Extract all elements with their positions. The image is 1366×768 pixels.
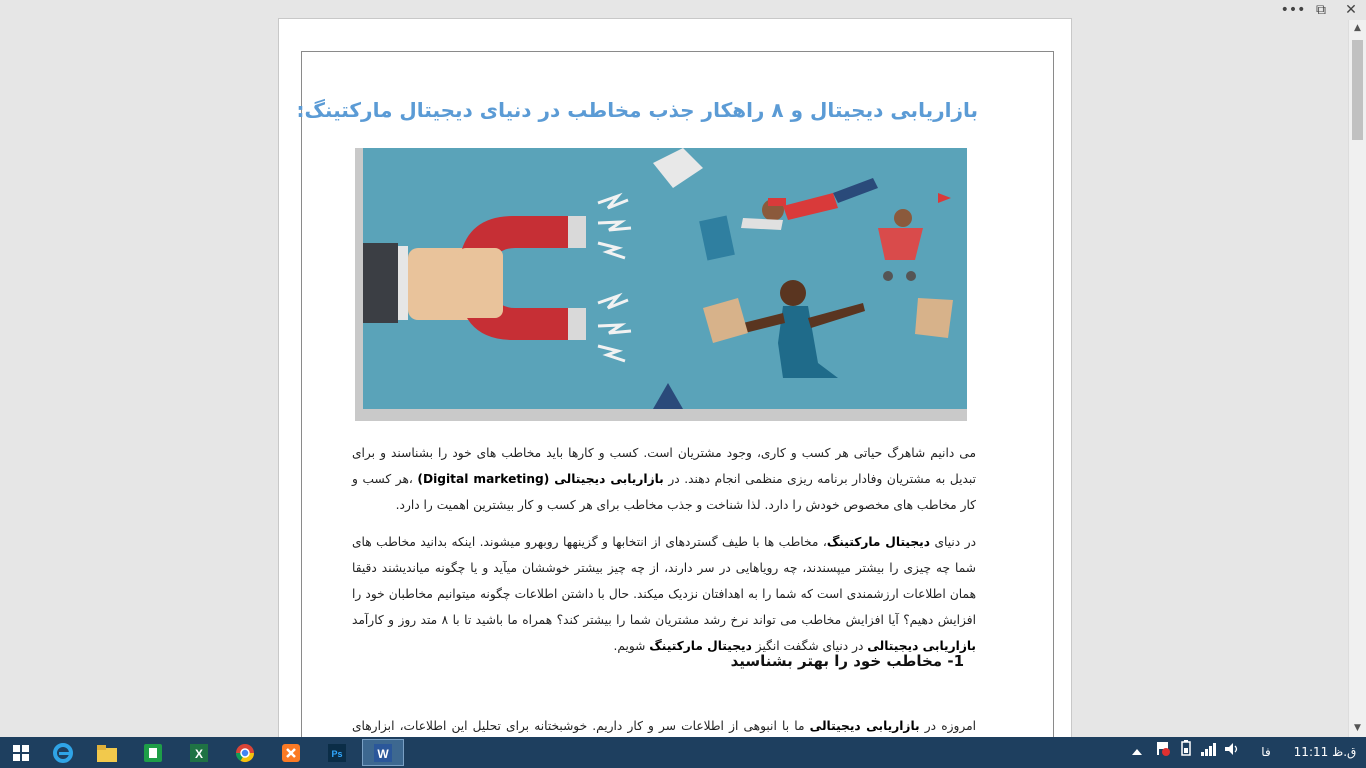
vertical-scrollbar[interactable] — [1348, 20, 1366, 737]
svg-text:W: W — [377, 746, 389, 761]
heading-text: مخاطب خود را بهتر بشناسید — [730, 652, 943, 670]
magnet-customers-image — [363, 148, 967, 409]
clock[interactable] — [1288, 737, 1362, 768]
chrome-icon — [235, 743, 255, 763]
battery-icon — [1179, 740, 1193, 756]
windows-logo-icon — [13, 745, 29, 761]
bold-term: دیجیتال مارکتینگ — [826, 535, 931, 549]
taskbar-ie[interactable] — [42, 739, 84, 766]
scroll-down-button[interactable]: ▼ — [1354, 723, 1361, 733]
network-button[interactable] — [1198, 737, 1220, 768]
action-center-button[interactable] — [1150, 737, 1174, 768]
bold-term: بازاریابی دیجیتالی (Digital marketing) — [417, 472, 664, 486]
taskbar-word[interactable] — [362, 739, 404, 766]
xampp-icon — [281, 743, 301, 763]
close-window-button[interactable]: ✕ — [1345, 2, 1357, 18]
bold-term: بازاریابی دیجیتالی — [867, 639, 976, 653]
svg-text:X: X — [194, 746, 204, 761]
taskbar-green-app[interactable] — [132, 739, 174, 766]
section-heading-1 — [600, 652, 964, 670]
word-icon — [373, 743, 393, 763]
paragraph-digital-marketing — [352, 529, 976, 659]
text-run: ،هر کسب و کار مخاطب های مخصوص خودش را دارد. لذا شناخت و جذب مخاطب برای هر کسب و کار بیشترین اهمیت را دارد. — [352, 472, 976, 512]
restore-window-button[interactable]: ⧉ — [1316, 2, 1326, 18]
scroll-thumb[interactable] — [1352, 40, 1363, 140]
svg-text:Ps: Ps — [331, 748, 343, 759]
folder-icon — [96, 743, 118, 763]
document-title: بازاریابی دیجیتال و ۸ راهکار جذب مخاطب در دنیای دیجیتال مارکتینگ: — [296, 98, 978, 122]
text-run: ، مخاطب ها با طیف گستردهای از انتخابها و گزینهها روبهرو میشوند. اینکه بدانید مخاطب های شما چه چیزی را بیشتر میپسندند، چه رویاهایی در سر دارند، از چه چیز بیشتر خوششان میآید و یا چگونه میاندیشند دقیقا همان اطلاعات ارزشمندی است که شما را به اهدافتان نزدیک میکند. حال با داشتن اطلاعات چگونه میتوانیم مخاطبان خود را افزایش دهیم؟ آیا افزایش مخاطب می تواند نرخ رشد مشتریان شما را بیشتر کند؟ همراه ما باشید تا با ۸ متد روز و کارآمد — [352, 535, 976, 627]
internet-explorer-icon — [52, 742, 74, 764]
volume-button[interactable] — [1222, 737, 1244, 768]
window-top-bar — [0, 0, 1366, 20]
excel-icon — [189, 743, 209, 763]
bold-term: بازاریابی دیجیتالی — [809, 719, 920, 733]
taskbar-photoshop[interactable] — [316, 739, 358, 766]
show-hidden-icons-button[interactable] — [1128, 737, 1146, 768]
start-button[interactable] — [0, 739, 42, 766]
taskbar-xampp[interactable] — [270, 739, 312, 766]
text-run: می دانیم شاهرگ حیاتی هر کسب و کاری، وجود مشتریان است. کسب و کارها باید مخاطب های خود را بشناسند و برای تبدیل به مشتریان وفادار برنامه ریزی منظمی انجام دهند. در — [352, 446, 976, 486]
taskbar-excel[interactable] — [178, 739, 220, 766]
battery-button[interactable] — [1176, 737, 1196, 768]
clock-ampm: ق.ظ — [1332, 745, 1357, 759]
signal-bars-icon — [1201, 742, 1217, 756]
text-run: در دنیای — [930, 535, 977, 549]
taskbar — [0, 737, 1366, 768]
language-indicator[interactable]: فا — [1261, 745, 1271, 759]
green-app-icon — [143, 743, 163, 763]
heading-number: 1- — [947, 652, 964, 670]
clock-time: 11:11 — [1293, 745, 1329, 759]
taskbar-chrome[interactable] — [224, 739, 266, 766]
scroll-up-button[interactable]: ▲ — [1354, 23, 1361, 33]
text-run: در دنیای شگفت انگیز — [751, 639, 868, 653]
taskbar-file-explorer[interactable] — [86, 739, 128, 766]
text-run: امروزه در — [919, 719, 977, 733]
photoshop-icon — [327, 743, 347, 763]
text-run: ما با انبوهی از اطلاعات سر و کار داریم. خوشبختانه برای تحلیل این اطلاعات، ابزارهای — [352, 719, 805, 733]
article-illustration — [355, 148, 967, 421]
chevron-up-icon — [1132, 748, 1142, 756]
more-options-button[interactable]: ••• — [1280, 2, 1306, 18]
paragraph-intro — [352, 440, 976, 518]
text-run: شویم. — [613, 639, 650, 653]
bold-term: دیجیتال مارکتینگ — [649, 639, 752, 653]
speaker-icon — [1225, 742, 1241, 756]
flag-alert-icon — [1154, 740, 1170, 756]
